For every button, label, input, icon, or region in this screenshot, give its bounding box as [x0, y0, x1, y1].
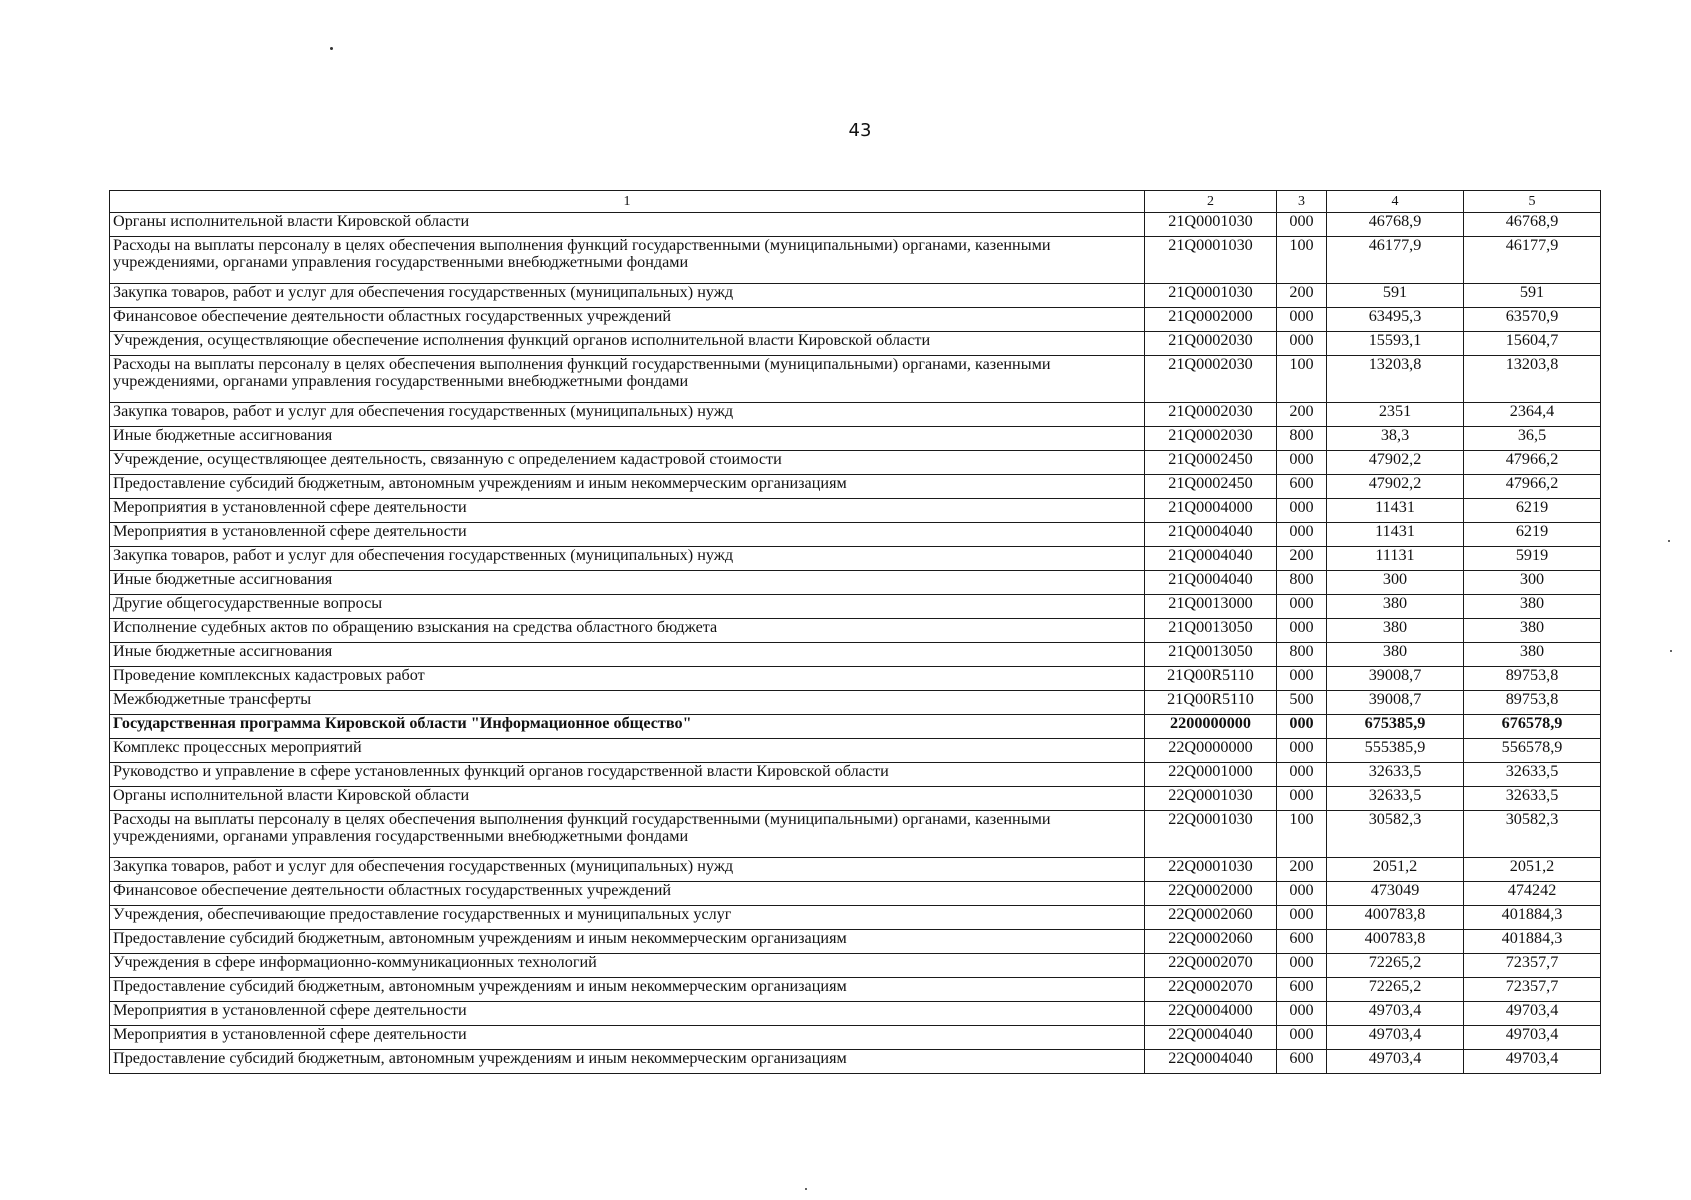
code-cell: 22Q0002060: [1145, 930, 1277, 954]
table-row: [110, 763, 1601, 787]
amount-1-cell: 38,3: [1327, 427, 1464, 451]
code-cell: 21Q0004000: [1145, 499, 1277, 523]
expense-type-cell: 600: [1277, 1050, 1327, 1074]
amount-1-cell: 30582,3: [1327, 811, 1464, 858]
table-row: [110, 523, 1601, 547]
name-cell: Закупка товаров, работ и услуг для обеспечения государственных (муниципальных) нужд: [110, 403, 1145, 427]
name-cell: Межбюджетные трансферты: [110, 691, 1145, 715]
expense-type-cell: 000: [1277, 523, 1327, 547]
amount-1-cell: 591: [1327, 284, 1464, 308]
code-cell: 21Q0001030: [1145, 213, 1277, 237]
amount-2-cell: 47966,2: [1464, 475, 1601, 499]
name-cell: Предоставление субсидий бюджетным, автономным учреждениям и иным некоммерческим организациям: [110, 1050, 1145, 1074]
name-cell: Исполнение судебных актов по обращению взыскания на средства областного бюджета: [110, 619, 1145, 643]
expense-type-cell: 000: [1277, 906, 1327, 930]
code-cell: 21Q0013050: [1145, 619, 1277, 643]
amount-1-cell: 300: [1327, 571, 1464, 595]
scan-speck: [1670, 650, 1672, 652]
code-cell: 21Q0013000: [1145, 595, 1277, 619]
code-cell: 22Q0004040: [1145, 1026, 1277, 1050]
expense-type-cell: 200: [1277, 403, 1327, 427]
amount-2-cell: 6219: [1464, 499, 1601, 523]
code-cell: 2200000000: [1145, 715, 1277, 739]
code-cell: 21Q0002030: [1145, 427, 1277, 451]
code-cell: 21Q0004040: [1145, 571, 1277, 595]
amount-2-cell: 49703,4: [1464, 1050, 1601, 1074]
amount-2-cell: 36,5: [1464, 427, 1601, 451]
expense-type-cell: 000: [1277, 595, 1327, 619]
amount-2-cell: 32633,5: [1464, 763, 1601, 787]
table-row: [110, 619, 1601, 643]
name-cell: Закупка товаров, работ и услуг для обеспечения государственных (муниципальных) нужд: [110, 858, 1145, 882]
name-cell: Иные бюджетные ассигнования: [110, 427, 1145, 451]
column-header-expense-type: 3: [1277, 191, 1327, 213]
table-row: [110, 308, 1601, 332]
amount-1-cell: 11431: [1327, 523, 1464, 547]
amount-2-cell: 46177,9: [1464, 237, 1601, 284]
name-cell: Предоставление субсидий бюджетным, автономным учреждениям и иным некоммерческим организациям: [110, 475, 1145, 499]
expense-type-cell: 800: [1277, 571, 1327, 595]
table-row: [110, 547, 1601, 571]
name-cell: Предоставление субсидий бюджетным, автономным учреждениям и иным некоммерческим организациям: [110, 930, 1145, 954]
name-cell: Мероприятия в установленной сфере деятельности: [110, 1026, 1145, 1050]
amount-1-cell: 46177,9: [1327, 237, 1464, 284]
amount-1-cell: 380: [1327, 595, 1464, 619]
table-row: [110, 858, 1601, 882]
table-row: [110, 978, 1601, 1002]
code-cell: 21Q00R5110: [1145, 667, 1277, 691]
amount-2-cell: 401884,3: [1464, 930, 1601, 954]
expense-type-cell: 800: [1277, 643, 1327, 667]
code-cell: 21Q0002450: [1145, 451, 1277, 475]
amount-1-cell: 11431: [1327, 499, 1464, 523]
name-cell: Руководство и управление в сфере установленных функций органов государственной власти Кировской области: [110, 763, 1145, 787]
amount-2-cell: 30582,3: [1464, 811, 1601, 858]
name-cell: Другие общегосударственные вопросы: [110, 595, 1145, 619]
name-cell: Иные бюджетные ассигнования: [110, 643, 1145, 667]
amount-2-cell: 556578,9: [1464, 739, 1601, 763]
table-row: [110, 213, 1601, 237]
code-cell: 22Q0002070: [1145, 978, 1277, 1002]
amount-2-cell: 72357,7: [1464, 954, 1601, 978]
amount-2-cell: 380: [1464, 595, 1601, 619]
code-cell: 21Q0004040: [1145, 523, 1277, 547]
expense-type-cell: 600: [1277, 978, 1327, 1002]
code-cell: 21Q0002030: [1145, 332, 1277, 356]
amount-2-cell: 401884,3: [1464, 906, 1601, 930]
amount-2-cell: 2051,2: [1464, 858, 1601, 882]
table-row: [110, 499, 1601, 523]
amount-1-cell: 49703,4: [1327, 1050, 1464, 1074]
amount-2-cell: 32633,5: [1464, 787, 1601, 811]
table-row: [110, 906, 1601, 930]
name-cell: Мероприятия в установленной сфере деятельности: [110, 523, 1145, 547]
name-cell: Учреждения в сфере информационно-коммуникационных технологий: [110, 954, 1145, 978]
table-row: [110, 451, 1601, 475]
amount-1-cell: 47902,2: [1327, 475, 1464, 499]
amount-1-cell: 15593,1: [1327, 332, 1464, 356]
expense-type-cell: 000: [1277, 763, 1327, 787]
code-cell: 22Q0002070: [1145, 954, 1277, 978]
code-cell: 21Q0002030: [1145, 403, 1277, 427]
table-row: [110, 787, 1601, 811]
amount-2-cell: 676578,9: [1464, 715, 1601, 739]
name-cell: Предоставление субсидий бюджетным, автономным учреждениям и иным некоммерческим организациям: [110, 978, 1145, 1002]
column-header-amount-2: 5: [1464, 191, 1601, 213]
amount-1-cell: 380: [1327, 643, 1464, 667]
table-row: [110, 332, 1601, 356]
column-header-name: 1: [110, 191, 1145, 213]
amount-2-cell: 591: [1464, 284, 1601, 308]
amount-2-cell: 15604,7: [1464, 332, 1601, 356]
code-cell: 22Q0002060: [1145, 906, 1277, 930]
code-cell: 21Q0013050: [1145, 643, 1277, 667]
table-row: [110, 739, 1601, 763]
name-cell: Расходы на выплаты персоналу в целях обеспечения выполнения функций государственными (муниципальными) органами, казенными учреждениями, органами управления государственными внебюджетными фондами: [110, 237, 1145, 284]
table-row: [110, 667, 1601, 691]
amount-2-cell: 89753,8: [1464, 691, 1601, 715]
budget-table: [109, 190, 1601, 1074]
amount-2-cell: 380: [1464, 619, 1601, 643]
code-cell: 22Q0001030: [1145, 858, 1277, 882]
code-cell: 22Q0001030: [1145, 811, 1277, 858]
amount-1-cell: 46768,9: [1327, 213, 1464, 237]
table-row: [110, 237, 1601, 284]
name-cell: Органы исполнительной власти Кировской области: [110, 213, 1145, 237]
name-cell: Мероприятия в установленной сфере деятельности: [110, 1002, 1145, 1026]
page-number: 43: [848, 120, 872, 141]
amount-1-cell: 2051,2: [1327, 858, 1464, 882]
table-header: [110, 191, 1601, 213]
expense-type-cell: 000: [1277, 451, 1327, 475]
amount-1-cell: 32633,5: [1327, 787, 1464, 811]
amount-1-cell: 555385,9: [1327, 739, 1464, 763]
table-row: [110, 475, 1601, 499]
code-cell: 22Q0001030: [1145, 787, 1277, 811]
table-row: [110, 691, 1601, 715]
expense-type-cell: 100: [1277, 811, 1327, 858]
table-row: [110, 427, 1601, 451]
code-cell: 22Q0004000: [1145, 1002, 1277, 1026]
amount-2-cell: 72357,7: [1464, 978, 1601, 1002]
expense-type-cell: 800: [1277, 427, 1327, 451]
amount-1-cell: 39008,7: [1327, 667, 1464, 691]
expense-type-cell: 000: [1277, 954, 1327, 978]
name-cell: Комплекс процессных мероприятий: [110, 739, 1145, 763]
name-cell: Закупка товаров, работ и услуг для обеспечения государственных (муниципальных) нужд: [110, 284, 1145, 308]
code-cell: 22Q0000000: [1145, 739, 1277, 763]
scan-speck: [1668, 540, 1670, 542]
amount-2-cell: 6219: [1464, 523, 1601, 547]
amount-2-cell: 63570,9: [1464, 308, 1601, 332]
amount-1-cell: 11131: [1327, 547, 1464, 571]
code-cell: 21Q0002000: [1145, 308, 1277, 332]
name-cell: Государственная программа Кировской области "Информационное общество": [110, 715, 1145, 739]
amount-2-cell: 49703,4: [1464, 1026, 1601, 1050]
expense-type-cell: 000: [1277, 332, 1327, 356]
name-cell: Учреждения, осуществляющие обеспечение исполнения функций органов исполнительной власти Кировской области: [110, 332, 1145, 356]
code-cell: 22Q0004040: [1145, 1050, 1277, 1074]
code-cell: 21Q0002030: [1145, 356, 1277, 403]
table-row: [110, 954, 1601, 978]
expense-type-cell: 000: [1277, 308, 1327, 332]
amount-2-cell: 380: [1464, 643, 1601, 667]
table-row: [110, 403, 1601, 427]
table-row: [110, 882, 1601, 906]
amount-2-cell: 2364,4: [1464, 403, 1601, 427]
amount-2-cell: 5919: [1464, 547, 1601, 571]
expense-type-cell: 000: [1277, 882, 1327, 906]
table-row: [110, 571, 1601, 595]
expense-type-cell: 000: [1277, 619, 1327, 643]
expense-type-cell: 100: [1277, 356, 1327, 403]
amount-1-cell: 63495,3: [1327, 308, 1464, 332]
amount-1-cell: 47902,2: [1327, 451, 1464, 475]
name-cell: Учреждения, обеспечивающие предоставление государственных и муниципальных услуг: [110, 906, 1145, 930]
table-row: [110, 356, 1601, 403]
expense-type-cell: 000: [1277, 739, 1327, 763]
amount-2-cell: 474242: [1464, 882, 1601, 906]
amount-1-cell: 400783,8: [1327, 906, 1464, 930]
amount-1-cell: 72265,2: [1327, 954, 1464, 978]
amount-1-cell: 72265,2: [1327, 978, 1464, 1002]
amount-1-cell: 380: [1327, 619, 1464, 643]
header-row: [110, 191, 1601, 213]
amount-1-cell: 39008,7: [1327, 691, 1464, 715]
table-row: [110, 930, 1601, 954]
name-cell: Финансовое обеспечение деятельности областных государственных учреждений: [110, 882, 1145, 906]
amount-1-cell: 675385,9: [1327, 715, 1464, 739]
table-row: [110, 284, 1601, 308]
table-row: [110, 715, 1601, 739]
table-row: [110, 1026, 1601, 1050]
code-cell: 22Q0002000: [1145, 882, 1277, 906]
name-cell: Расходы на выплаты персоналу в целях обеспечения выполнения функций государственными (муниципальными) органами, казенными учреждениями, органами управления государственными внебюджетными фондами: [110, 356, 1145, 403]
name-cell: Проведение комплексных кадастровых работ: [110, 667, 1145, 691]
code-cell: 21Q00R5110: [1145, 691, 1277, 715]
name-cell: Органы исполнительной власти Кировской области: [110, 787, 1145, 811]
amount-1-cell: 32633,5: [1327, 763, 1464, 787]
expense-type-cell: 000: [1277, 787, 1327, 811]
code-cell: 21Q0001030: [1145, 284, 1277, 308]
name-cell: Расходы на выплаты персоналу в целях обеспечения выполнения функций государственными (муниципальными) органами, казенными учреждениями, органами управления государственными внебюджетными фондами: [110, 811, 1145, 858]
table-row: [110, 643, 1601, 667]
amount-2-cell: 89753,8: [1464, 667, 1601, 691]
expense-type-cell: 600: [1277, 930, 1327, 954]
expense-type-cell: 000: [1277, 1026, 1327, 1050]
name-cell: Иные бюджетные ассигнования: [110, 571, 1145, 595]
amount-1-cell: 400783,8: [1327, 930, 1464, 954]
expense-type-cell: 200: [1277, 547, 1327, 571]
amount-1-cell: 2351: [1327, 403, 1464, 427]
scan-speck: [805, 1188, 807, 1190]
expense-type-cell: 600: [1277, 475, 1327, 499]
table-body: [110, 213, 1601, 1074]
amount-1-cell: 49703,4: [1327, 1002, 1464, 1026]
expense-type-cell: 000: [1277, 213, 1327, 237]
name-cell: Учреждение, осуществляющее деятельность, связанную с определением кадастровой стоимости: [110, 451, 1145, 475]
code-cell: 21Q0002450: [1145, 475, 1277, 499]
table-row: [110, 595, 1601, 619]
amount-1-cell: 49703,4: [1327, 1026, 1464, 1050]
column-header-amount-1: 4: [1327, 191, 1464, 213]
amount-1-cell: 13203,8: [1327, 356, 1464, 403]
name-cell: Закупка товаров, работ и услуг для обеспечения государственных (муниципальных) нужд: [110, 547, 1145, 571]
expense-type-cell: 500: [1277, 691, 1327, 715]
expense-type-cell: 200: [1277, 284, 1327, 308]
expense-type-cell: 000: [1277, 499, 1327, 523]
expense-type-cell: 100: [1277, 237, 1327, 284]
table-row: [110, 811, 1601, 858]
amount-1-cell: 473049: [1327, 882, 1464, 906]
code-cell: 21Q0001030: [1145, 237, 1277, 284]
amount-2-cell: 300: [1464, 571, 1601, 595]
code-cell: 22Q0001000: [1145, 763, 1277, 787]
code-cell: 21Q0004040: [1145, 547, 1277, 571]
expense-type-cell: 000: [1277, 1002, 1327, 1026]
table-row: [110, 1050, 1601, 1074]
name-cell: Финансовое обеспечение деятельности областных государственных учреждений: [110, 308, 1145, 332]
amount-2-cell: 13203,8: [1464, 356, 1601, 403]
amount-2-cell: 46768,9: [1464, 213, 1601, 237]
amount-2-cell: 47966,2: [1464, 451, 1601, 475]
expense-type-cell: 000: [1277, 715, 1327, 739]
table-row: [110, 1002, 1601, 1026]
column-header-code: 2: [1145, 191, 1277, 213]
expense-type-cell: 000: [1277, 667, 1327, 691]
name-cell: Мероприятия в установленной сфере деятельности: [110, 499, 1145, 523]
expense-type-cell: 200: [1277, 858, 1327, 882]
scan-speck: [330, 47, 333, 50]
amount-2-cell: 49703,4: [1464, 1002, 1601, 1026]
